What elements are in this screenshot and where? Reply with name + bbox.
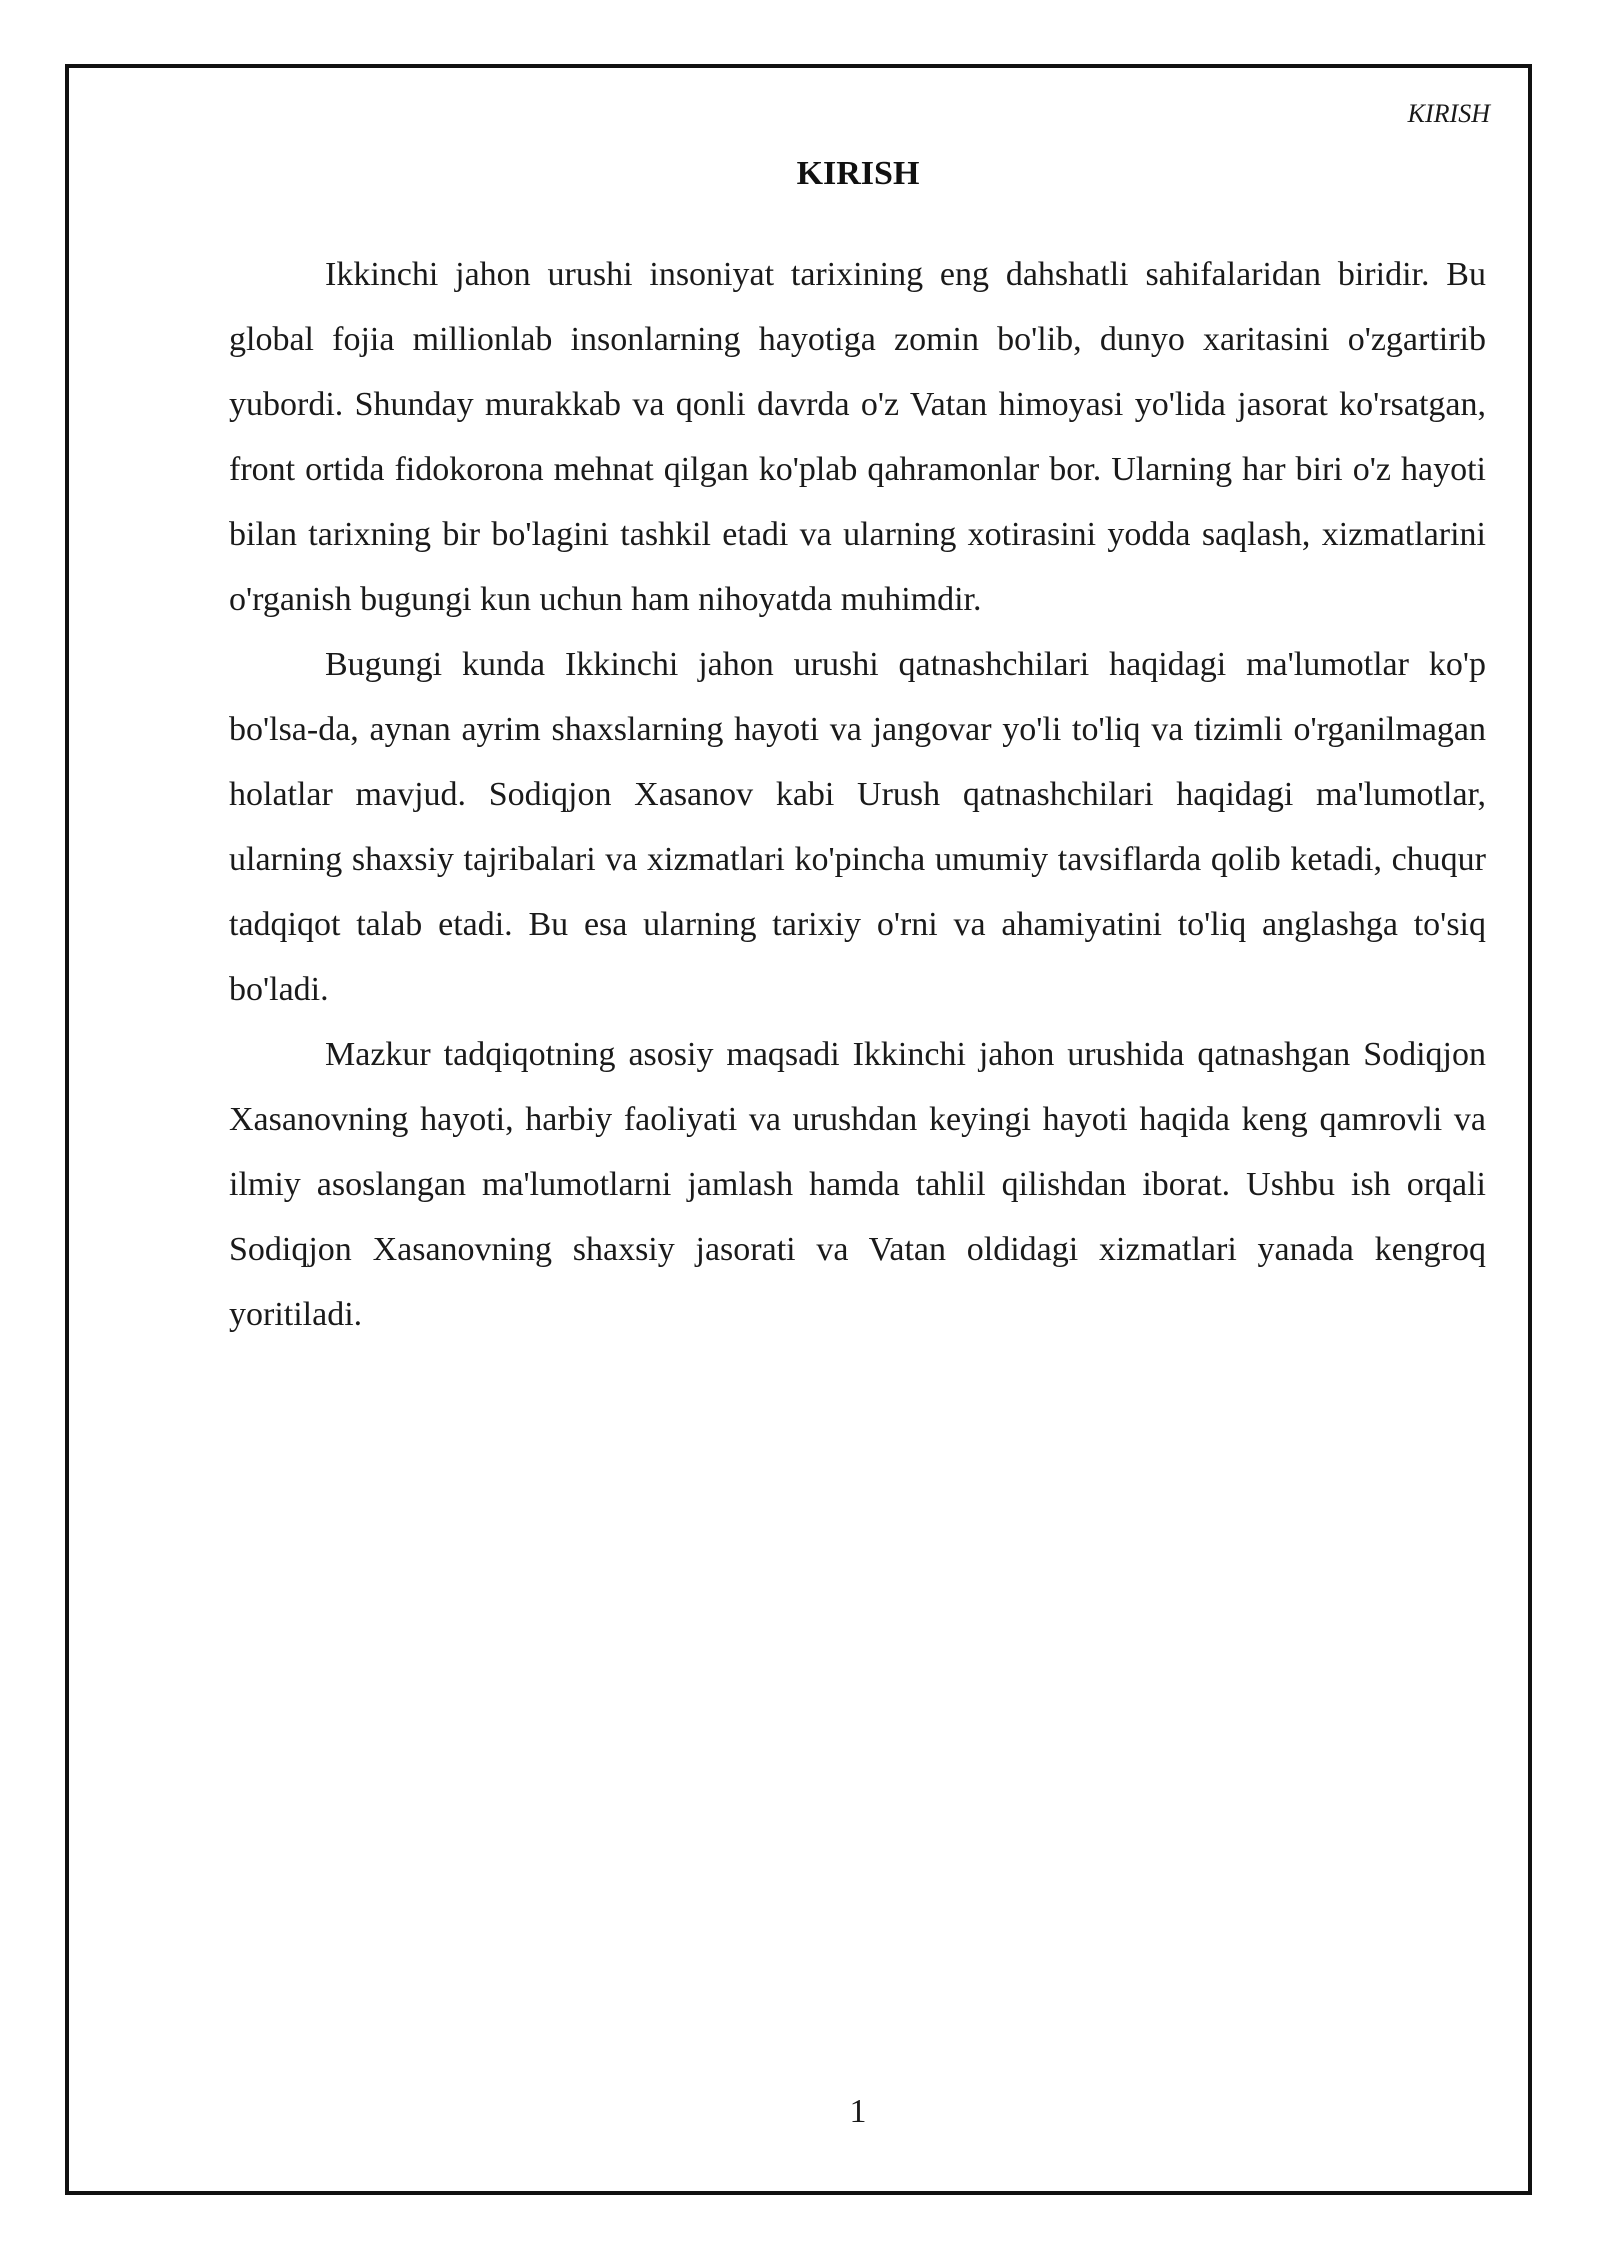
body-text: [229, 242, 1486, 1347]
paragraph: Ikkinchi jahon urushi insoniyat tarixining eng dahshatli sahifalaridan biridir. Bu global fojia millionlab insonlarning hayotiga zomin bo'lib, dunyo xaritasini o'zgartirib yubordi. Shunday murakkab va qonli davrda o'z Vatan himoyasi yo'lida jasorat ko'rsatgan, front ortida fidokorona mehnat qilgan ko'plab qahramonlar bor. Ularning har biri o'z hayoti bilan tarixning bir bo'lagini tashkil etadi va ularning xotirasini yodda saqlash, xizmatlarini o'rganish bugungi kun uchun ham nihoyatda muhimdir.: [229, 256, 1486, 618]
running-header: KIRISH: [1407, 99, 1490, 128]
paragraph: Mazkur tadqiqotning asosiy maqsadi Ikkinchi jahon urushida qatnashgan Sodiqjon Xasanovning hayoti, harbiy faoliyati va urushdan keyingi hayoti haqida keng qamrovli va ilmiy asoslangan ma'lumotlarni jamlash hamda tahlil qilishdan iborat. Ushbu ish orqali Sodiqjon Xasanovning shaxsiy jasorati va Vatan oldidagi xizmatlari yanada kengroq yoritiladi.: [229, 1036, 1486, 1333]
page-title: KIRISH: [796, 155, 920, 192]
paragraph: Bugungi kunda Ikkinchi jahon urushi qatnashchilari haqidagi ma'lumotlar ko'p bo'lsa-da, aynan ayrim shaxslarning hayoti va jangovar yo'li to'liq va tizimli o'rganilmagan holatlar mavjud. Sodiqjon Xasanov kabi Urush qatnashchilari haqidagi ma'lumotlar, ularning shaxsiy tajribalari va xizmatlari ko'pincha umumiy tavsiflarda qolib ketadi, chuqur tadqiqot talab etadi. Bu esa ularning tarixiy o'rni va ahamiyatini to'liq anglashga to'siq bo'ladi.: [229, 646, 1486, 1008]
page-number: 1: [849, 2093, 867, 2130]
